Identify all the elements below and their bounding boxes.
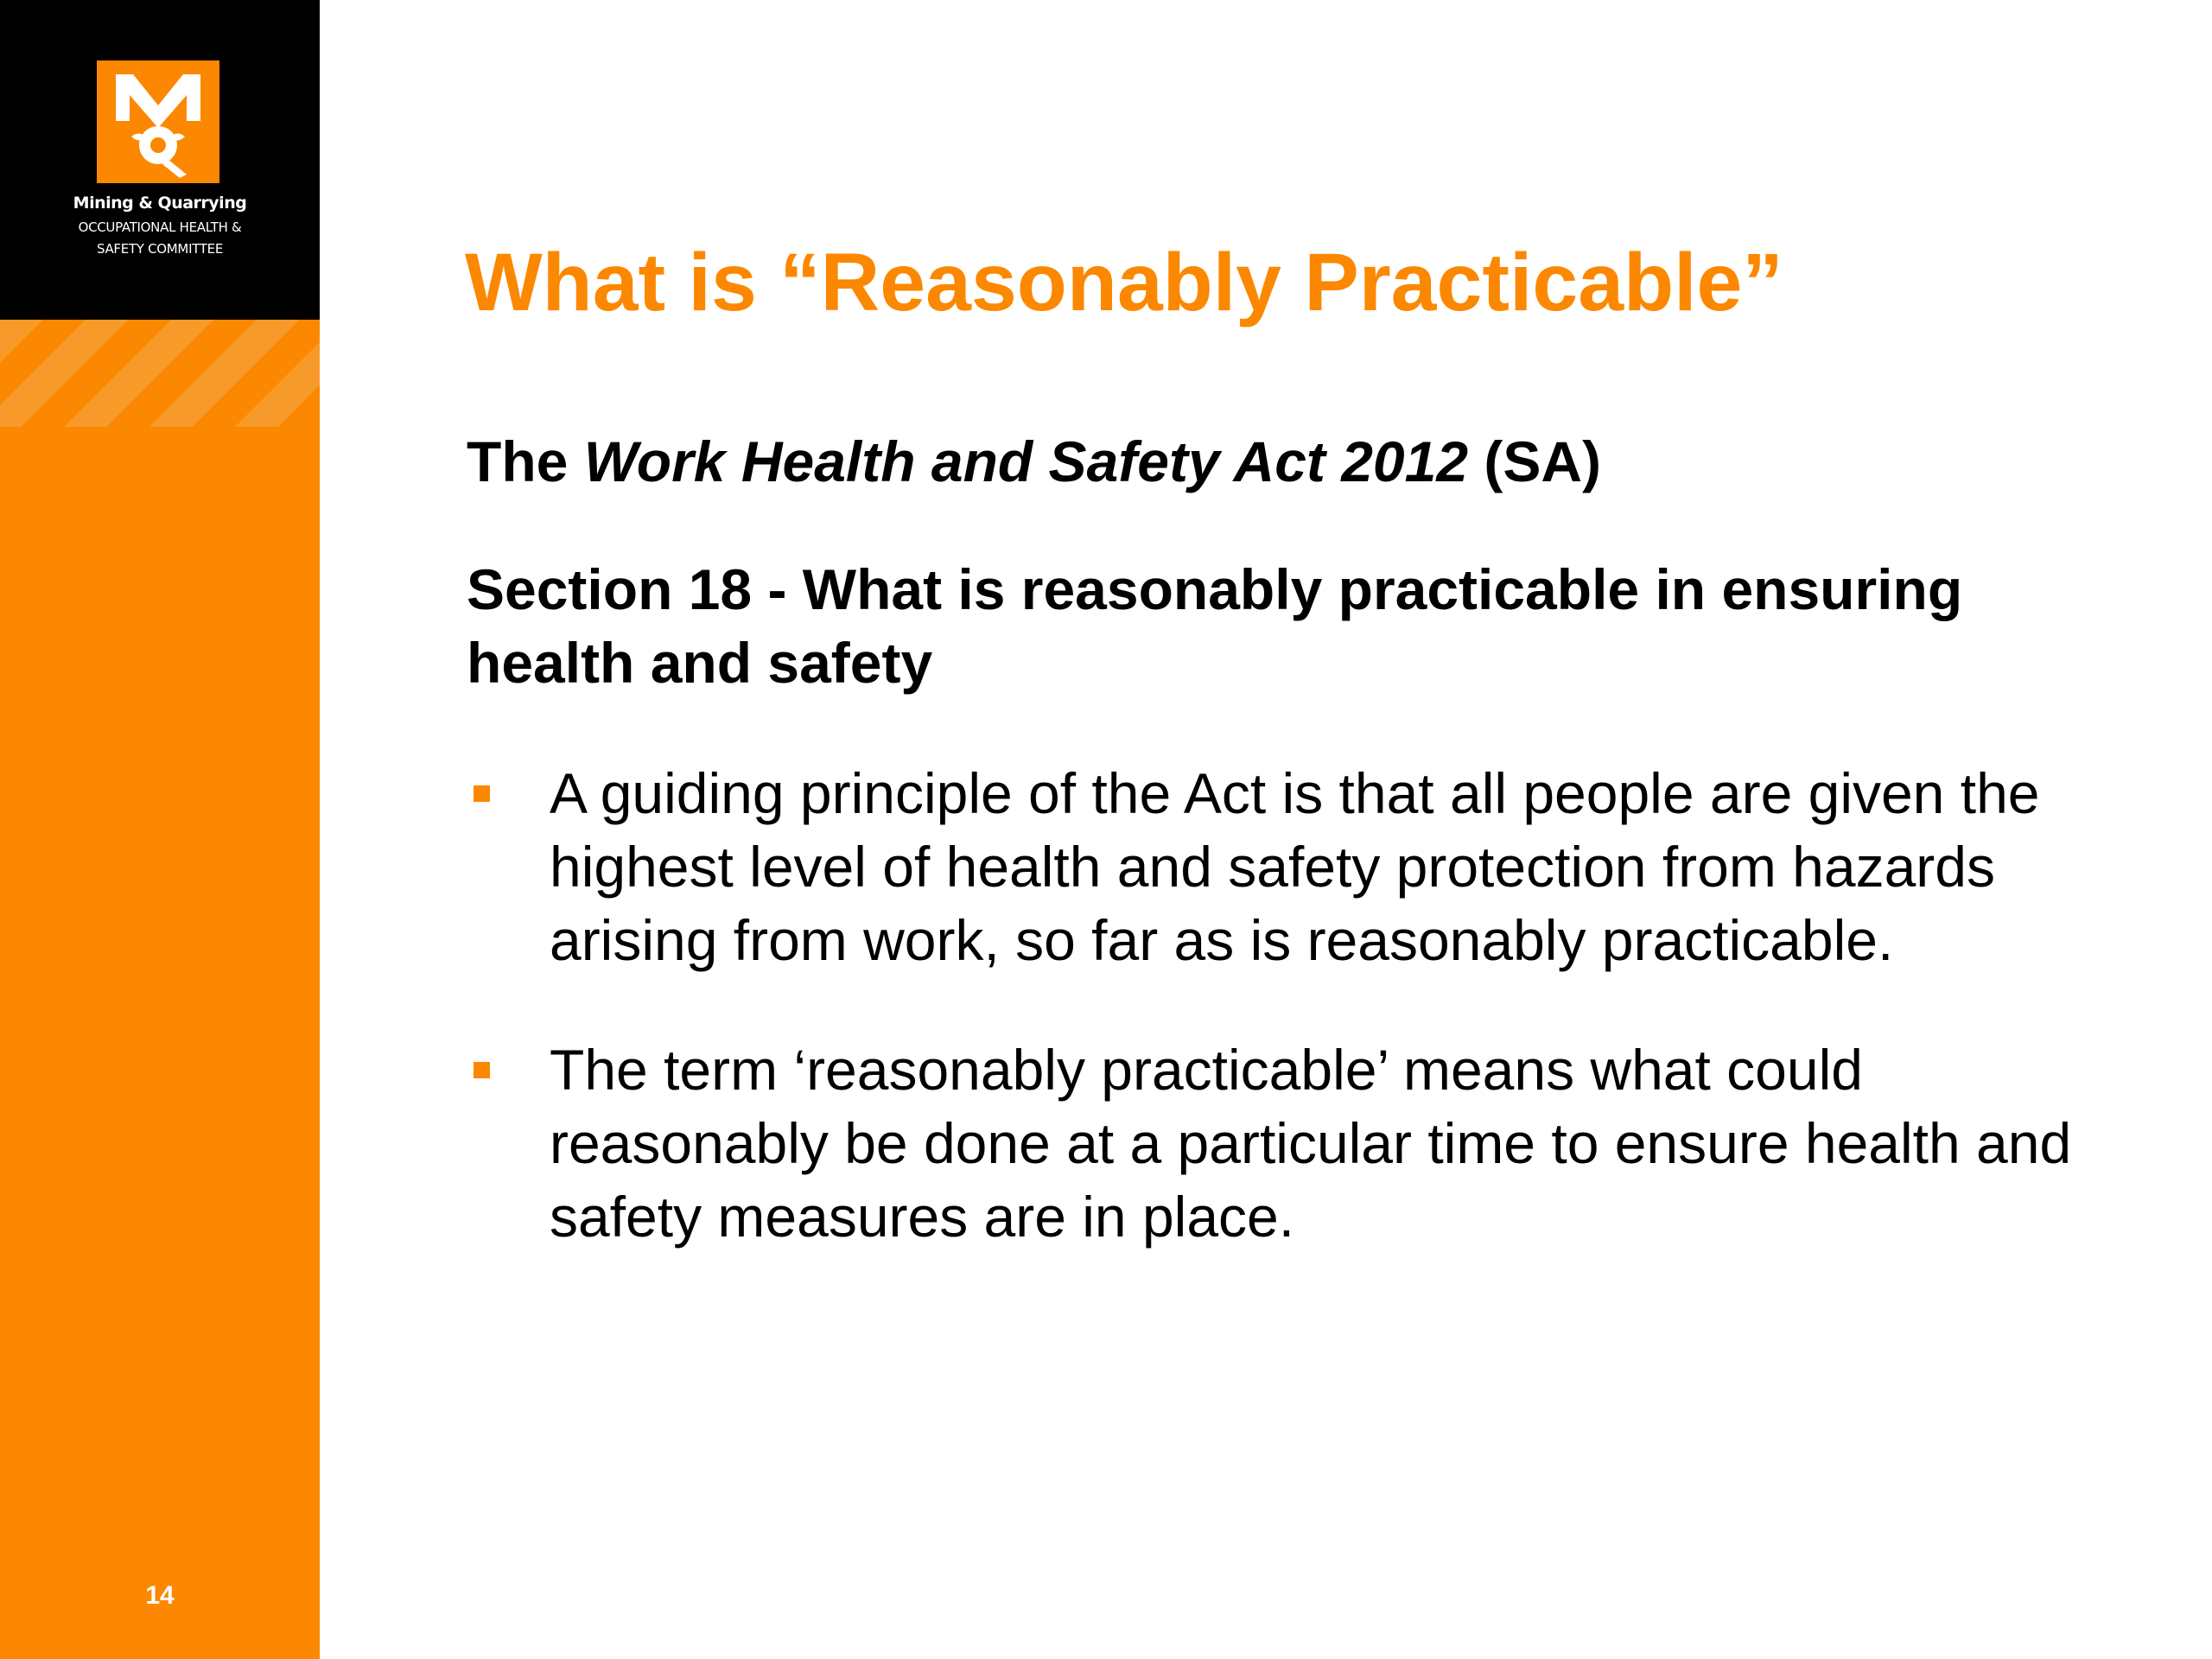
bullet-text: A guiding principle of the Act is that all people are given the highest level of health and safety protection from hazards arising from work, so far as is reasonably practicable. [550, 761, 2040, 972]
hazard-stripes [0, 320, 320, 427]
sidebar-header [0, 0, 320, 320]
slide-title: What is “Reasonably Practicable” [465, 237, 1783, 328]
act-prefix: The [467, 429, 584, 493]
org-subtitle-line1: OCCUPATIONAL HEALTH & [78, 219, 242, 235]
list-item [467, 1033, 2091, 1254]
org-name: Mining & Quarrying [73, 194, 247, 213]
sidebar [0, 0, 320, 1659]
list-item [467, 757, 2091, 977]
act-suffix: (SA) [1468, 429, 1602, 493]
bullet-text: The term ‘reasonably practicable’ means what could reasonably be done at a particular time to ensure health and safety measures are in place. [550, 1038, 2072, 1249]
page-number: 14 [145, 1581, 175, 1610]
bullet-list [467, 757, 2091, 1310]
mq-logo-icon [97, 60, 219, 183]
square-bullet-icon [474, 1062, 490, 1078]
section-heading: Section 18 - What is reasonably practicable in ensuring health and safety [467, 557, 1963, 695]
act-name: Work Health and Safety Act 2012 [583, 429, 1469, 493]
org-subtitle-line2: SAFETY COMMITTEE [96, 241, 224, 257]
square-bullet-icon [474, 785, 490, 802]
act-reference [467, 427, 1601, 496]
